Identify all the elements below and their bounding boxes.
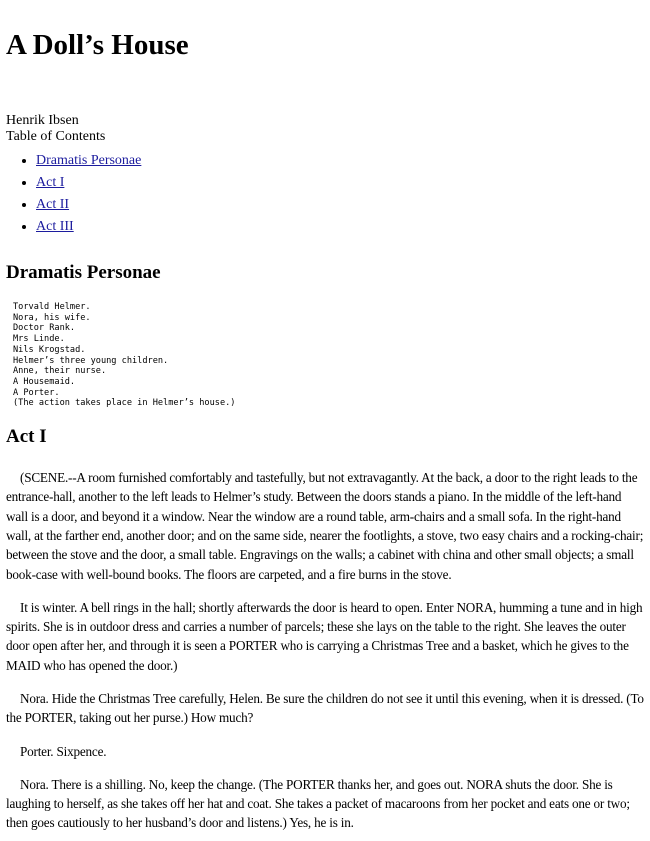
cast-entry: A Porter. <box>13 387 60 398</box>
cast-entry: Nils Krogstad. <box>13 344 86 355</box>
cast-list <box>13 302 644 409</box>
toc-item <box>36 153 644 175</box>
toc-item <box>36 175 644 197</box>
author-name: Henrik Ibsen <box>6 113 79 128</box>
toc-item <box>36 197 644 219</box>
section-heading-dramatis-personae: Dramatis Personae <box>6 262 161 283</box>
cast-entry: A Housemaid. <box>13 376 76 387</box>
toc-link-act-2[interactable]: Act II <box>36 197 70 212</box>
dialogue-paragraph: Nora. There is a shilling. No, keep the change. (The PORTER thanks her, and goes out. NORA shuts the door. She is laughing to herself, as she takes off her hat and coat. She takes a packet of macaroons from her pocket and eats one or two; then goes cautiously to her husband’s door and listens.) Yes, he is in. <box>6 776 630 831</box>
stage-direction-paragraph: (SCENE.--A room furnished comfortably and tastefully, but not extravagantly. At the back, a door to the right leads to the entrance-hall, another to the left leads to Helmer’s study. Between the doors stands a piano. In the middle of the left-hand wall is a door, and beyond it a window. Near the window are a round table, arm-chairs and a small sofa. In the right-hand wall, at the farther end, another door; and on the same side, nearer the footlights, a stove, two easy chairs and a rocking-chair; between the stove and the door, a small table. Engravings on the walls; a cabinet with china and other small objects; a small book-case with well-bound books. The floors are carpeted, and a fire burns in the stove. <box>6 470 644 582</box>
table-of-contents <box>6 153 644 241</box>
document-title: A Doll’s House <box>6 29 189 61</box>
cast-entry: Helmer’s three young children. <box>13 355 169 366</box>
dialogue-paragraph: Nora. Hide the Christmas Tree carefully, Helen. Be sure the children do not see it until this evening, when it is dressed. (To the PORTER, taking out her purse.) How much? <box>6 691 644 726</box>
toc-link-act-3[interactable]: Act III <box>36 219 74 234</box>
section-heading-act-1: Act I <box>6 426 47 448</box>
toc-link-act-1[interactable]: Act I <box>36 175 65 190</box>
cast-entry: Nora, his wife. <box>13 312 91 323</box>
toc-item <box>36 219 644 241</box>
toc-title: Table of Contents <box>6 129 106 144</box>
cast-entry: Mrs Linde. <box>13 334 65 345</box>
cast-entry: Torvald Helmer. <box>13 302 91 312</box>
setting-note: (The action takes place in Helmer’s house.) <box>13 398 236 409</box>
dialogue-paragraph: Porter. Sixpence. <box>20 743 107 759</box>
toc-link-dramatis-personae[interactable]: Dramatis Personae <box>36 153 142 168</box>
cast-entry: Anne, their nurse. <box>13 366 107 377</box>
stage-direction-paragraph: It is winter. A bell rings in the hall; shortly afterwards the door is heard to open. Enter NORA, humming a tune and in high spirits. She is in outdoor dress and carries a number of parcels; these she lays on the table to the right. She leaves the outer door open after her, and through it is seen a PORTER who is carrying a Christmas Tree and a basket, which he gives to the MAID who has opened the door.) <box>6 599 643 673</box>
cast-entry: Doctor Rank. <box>13 323 76 334</box>
